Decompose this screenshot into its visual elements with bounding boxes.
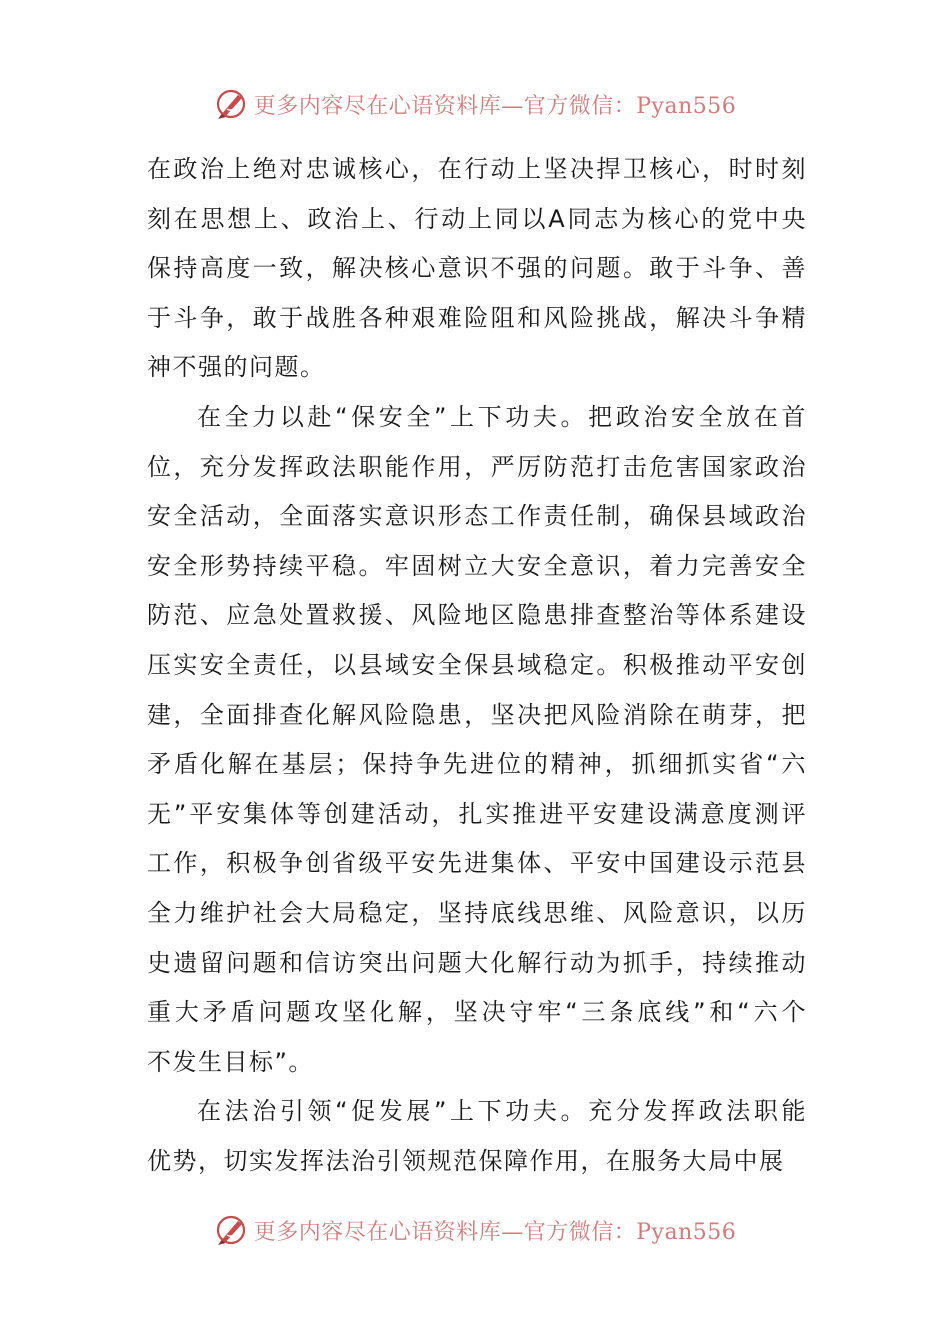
text-line: 史遗留问题和信访突出问题大化解行动为抓手，持续推动 bbox=[147, 948, 807, 977]
text-line: 刻在思想上、政治上、行动上同以A同志为核心的党中央 bbox=[147, 204, 807, 233]
text-line: 保持高度一致，解决核心意识不强的问题。敢于斗争、善 bbox=[147, 254, 807, 283]
paragraph bbox=[147, 1087, 807, 1186]
paragraph bbox=[147, 393, 807, 1087]
text-line: 在法治引领“促发展”上下功夫。充分发挥政法职能 bbox=[197, 1097, 807, 1126]
text-line: 安全形势持续平稳。牢固树立大安全意识，着力完善安全 bbox=[147, 551, 807, 580]
text-line: 建，全面排查化解风险隐患，坚决把风险消除在萌芽，把 bbox=[147, 700, 807, 729]
watermark-banner-bottom bbox=[0, 1210, 950, 1250]
text-line: 在政治上绝对忠诚核心，在行动上坚决捍卫核心，时时刻 bbox=[147, 155, 807, 183]
text-line: 在全力以赴“保安全”上下功夫。把政治安全放在首 bbox=[197, 402, 807, 431]
document-body bbox=[147, 145, 807, 1186]
watermark-banner-top bbox=[0, 84, 950, 124]
pen-circle-logo-icon bbox=[214, 1213, 248, 1247]
text-line: 压实安全责任，以县域安全保县域稳定。积极推动平安创 bbox=[147, 650, 807, 679]
text-line: 优势，切实发挥法治引领规范保障作用，在服务大局中展 bbox=[147, 1146, 785, 1175]
text-line: 安全活动，全面落实意识形态工作责任制，确保县域政治 bbox=[147, 502, 807, 531]
text-line: 工作，积极争创省级平安先进集体、平安中国建设示范县 bbox=[147, 849, 807, 878]
pen-circle-logo-icon bbox=[214, 87, 248, 121]
watermark-text-bottom: 更多内容尽在心语资料库—官方微信：Pyan556 bbox=[253, 1219, 737, 1245]
text-line: 重大矛盾问题攻坚化解，坚决守牢“三条底线”和“六个 bbox=[147, 998, 807, 1027]
text-line: 矛盾化解在基层；保持争先进位的精神，抓细抓实省“六 bbox=[147, 750, 807, 779]
text-line: 于斗争，敢于战胜各种艰难险阻和风险挑战，解决斗争精 bbox=[147, 303, 807, 332]
paragraph bbox=[147, 145, 807, 393]
text-line: 不发生目标”。 bbox=[147, 1047, 314, 1076]
text-line: 位，充分发挥政法职能作用，严厉防范打击危害国家政治 bbox=[147, 452, 807, 481]
text-line: 全力维护社会大局稳定，坚持底线思维、风险意识，以历 bbox=[147, 898, 807, 927]
text-line: 神不强的问题。 bbox=[147, 353, 326, 382]
text-line: 无”平安集体等创建活动，扎实推进平安建设满意度测评 bbox=[147, 799, 807, 828]
watermark-text-top: 更多内容尽在心语资料库—官方微信：Pyan556 bbox=[253, 93, 737, 119]
text-line: 防范、应急处置救援、风险地区隐患排查整治等体系建设 bbox=[147, 601, 807, 630]
